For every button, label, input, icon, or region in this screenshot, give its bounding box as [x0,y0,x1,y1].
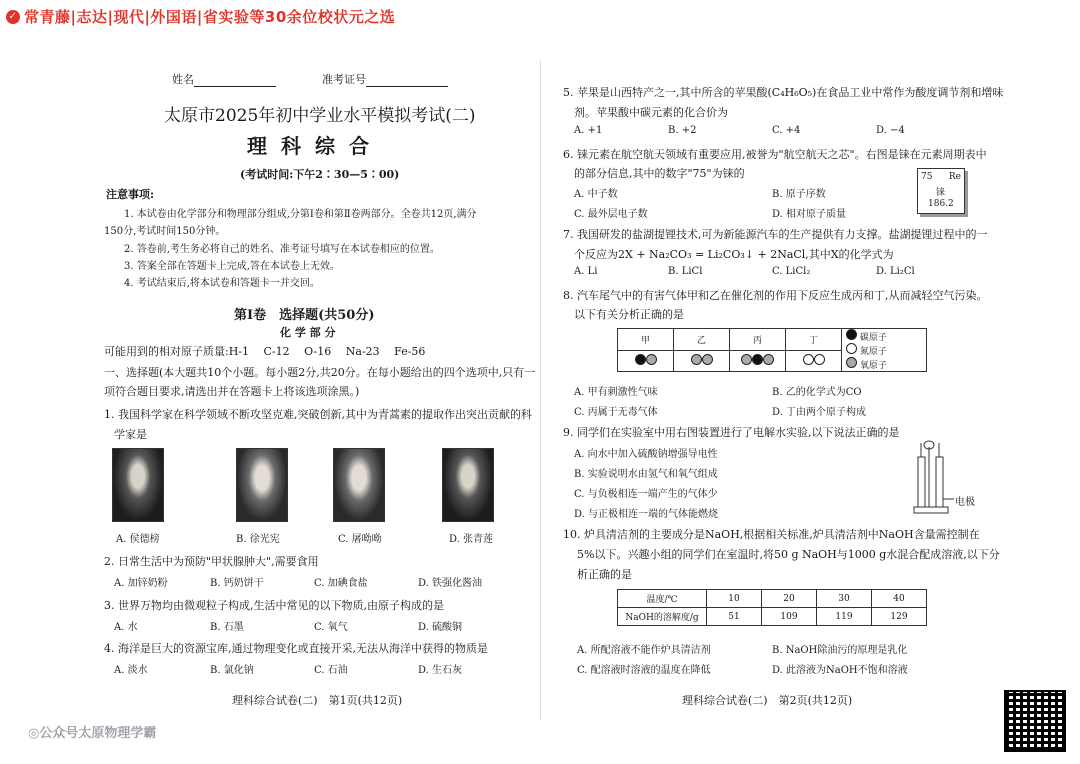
q1-option-b: B. 徐光宪 [236,534,280,545]
name-field: 姓名 [172,71,276,87]
q4-option-c: C. 石油 [314,665,348,676]
q8-header-bing: 丙 [730,329,786,351]
q8-header-jia: 甲 [618,329,674,351]
molecule-yi [674,350,730,372]
scientist-photo-d [442,448,494,522]
molecule-bing [730,350,786,372]
q10-option-b: B. NaOH除油污的原理是乳化 [772,645,908,656]
q2-option-b: B. 钙奶饼干 [210,578,264,589]
wechat-icon: ◎ [28,726,40,741]
q8-option-c: C. 丙属于无毒气体 [574,407,658,418]
molecule-ding [786,350,842,372]
scientist-photo-a [112,448,164,522]
q9-option-b: B. 实验说明水由氢气和氧气组成 [574,469,718,480]
element-card-rhenium [917,168,965,214]
q8-stem: 8. 汽车尾气中的有害气体甲和乙在催化剂的作用下反应生成丙和丁,从而减轻空气污染。 [563,289,988,302]
top-banner [6,6,395,27]
q3-option-a: A. 水 [114,622,138,633]
q4-option-b: B. 氯化钠 [210,665,254,676]
q9-stem: 9. 同学们在实验室中用右图装置进行了电解水实验,以下说法正确的是 [563,426,900,439]
scientist-photo-b [236,448,288,522]
q1-stem: 1. 我国科学家在科学领域不断攻坚克难,突破创新,其中为青蒿素的提取作出突出贡献的科 [104,408,532,421]
q8-option-a: A. 甲有刺激性气味 [574,387,658,398]
page-footer-right: 理科综合试卷(二) 第2页(共12页) [682,694,853,707]
q10-stem-cont: 5%以下。兴趣小组的同学们在室温时,将50 g NaOH与1000 g水混合配成溶液,以下分 [577,548,1000,561]
q6-option-b: B. 原子序数 [772,189,826,200]
section-heading: 第Ⅰ卷 选择题(共50分) [234,308,375,323]
q10-option-c: C. 配溶液时溶液的温度在降低 [577,665,711,676]
q10-stem-cont2: 析正确的是 [577,568,632,581]
page-divider [540,60,541,720]
q6-option-a: A. 中子数 [574,189,618,200]
legend-carbon: 碳原子 [846,329,922,343]
note-1: 1. 本试卷由化学部分和物理部分组成,分第Ⅰ卷和第Ⅱ卷两部分。全卷共12页,满分 [124,209,477,220]
part1-instructions: 一、选择题(本大题共10个小题。每小题2分,共20分。在每小题给出的四个选项中,只有一 [104,366,536,379]
banner-text: 常青藤|志达|现代|外国语|省实验等30余位校状元之选 [24,8,396,26]
note-1-cont: 150分,考试时间150分钟。 [104,226,226,237]
qr-code-icon [1004,690,1066,752]
element-symbol: Re [948,172,961,182]
molecule-jia [618,350,674,372]
q8-header-yi: 乙 [674,329,730,351]
part1-instructions-cont: 项符合题目要求,请选出并在答题卡上将该选项涂黑。) [104,385,360,398]
subject-title: 理科综合 [247,134,383,158]
chem-heading: 化 学 部 分 [280,326,336,339]
q2-option-c: C. 加碘食盐 [314,578,368,589]
exam-number-field: 准考证号 [322,71,448,87]
legend-oxygen: 氧原子 [846,357,922,371]
element-number: 75 [921,172,933,182]
q2-option-d: D. 铁强化酱油 [418,578,483,589]
q8-legend [842,329,927,372]
table-row: NaOH的溶解度/g 51 109 119 129 [618,608,927,626]
table-row: 温度/℃ 10 20 30 40 [618,590,927,608]
q5-stem-cont: 剂。苹果酸中碳元素的化合价为 [574,106,728,119]
page-footer-left: 理科综合试卷(二) 第1页(共12页) [232,694,403,707]
q3-option-d: D. 硫酸铜 [418,622,463,633]
q8-option-d: D. 丁由两个原子构成 [772,407,867,418]
scientist-photo-c [333,448,385,522]
q1-stem-cont: 学家是 [114,428,147,441]
q1-option-c: C. 屠呦呦 [338,534,382,545]
solubility-table [617,589,927,626]
exam-title: 太原市2025年初中学业水平模拟考试(二) [164,106,476,126]
q9-option-c: C. 与负极相连一端产生的气体少 [574,489,718,500]
check-badge-icon: ✓ [6,10,20,24]
q8-option-b: B. 乙的化学式为CO [772,387,862,398]
q3-option-b: B. 石墨 [210,622,244,633]
q8-header-ding: 丁 [786,329,842,351]
notes-title: 注意事项: [106,188,155,201]
q2-stem: 2. 日常生活中为预防"甲状腺肿大",需要食用 [104,555,319,568]
q6-option-d: D. 相对原子质量 [772,209,847,220]
q2-option-a: A. 加锌奶粉 [114,578,168,589]
q7-option-c: C. LiCl₂ [772,266,811,277]
q6-stem-cont: 的部分信息,其中的数字"75"为铼的 [574,167,745,180]
electrode-label: 电极 [955,497,975,508]
q1-option-d: D. 张青莲 [449,534,494,545]
q7-stem: 7. 我国研发的盐湖提锂技术,可为新能源汽车的生产提供有力支撑。盐湖提锂过程中的一 [563,228,988,241]
q4-option-a: A. 淡水 [114,665,148,676]
q10-stem: 10. 炉具清洁剂的主要成分是NaOH,根据相关标准,炉具清洁剂中NaOH含量需控制在 [563,528,980,541]
q7-option-a: A. Li [574,266,598,277]
q9-option-a: A. 向水中加入硫酸钠增强导电性 [574,449,718,460]
q10-option-d: D. 此溶液为NaOH不饱和溶液 [772,665,908,676]
element-name: 铼 [936,188,946,198]
exam-time: (考试时间:下午2∶30—5∶00) [240,168,400,181]
q4-option-d: D. 生石灰 [418,665,463,676]
q8-molecule-table [617,328,927,372]
q3-stem: 3. 世界万物均由微观粒子构成,生活中常见的以下物质,由原子构成的是 [104,599,444,612]
element-mass: 186.2 [928,199,954,209]
note-3: 3. 答案全部在答题卡上完成,答在本试卷上无效。 [124,261,340,272]
q1-option-a: A. 侯德榜 [116,534,160,545]
legend-nitrogen: 氮原子 [846,343,922,357]
q7-option-b: B. LiCl [668,266,703,277]
note-2: 2. 答卷前,考生务必将自己的姓名、准考证号填写在本试卷相应的位置。 [124,244,440,255]
watermark: ◎公众号太原物理学霸 [28,726,157,741]
note-4: 4. 考试结束后,将本试卷和答题卡一并交回。 [124,278,320,289]
q3-option-c: C. 氧气 [314,622,348,633]
q5-option-a: A. +1 [574,125,603,136]
q6-option-c: C. 最外层电子数 [574,209,648,220]
q8-stem-cont: 以下有关分析正确的是 [574,308,684,321]
q5-option-d: D. −4 [876,125,905,136]
q6-stem: 6. 铼元素在航空航天领域有重要应用,被誉为"航空航天之芯"。右图是铼在元素周期表中 [563,148,987,161]
q7-option-d: D. Li₂Cl [876,266,915,277]
atomic-mass-line: 可能用到的相对原子质量:H-1 C-12 O-16 Na-23 Fe-56 [104,345,426,358]
q4-stem: 4. 海洋是巨大的资源宝库,通过物理变化或直接开采,无法从海洋中获得的物质是 [104,642,488,655]
q5-stem: 5. 苹果是山西特产之一,其中所含的苹果酸(C₄H₆O₅)在食品工业中常作为酸度调节剂和增味 [563,86,1004,99]
q5-option-c: C. +4 [772,125,801,136]
q5-option-b: B. +2 [668,125,697,136]
q9-option-d: D. 与正极相连一端的气体能燃烧 [574,509,719,520]
q7-stem-cont: 个反应为2X + Na₂CO₃ = Li₂CO₃↓ + 2NaCl,其中X的化学式为 [574,248,894,261]
q10-option-a: A. 所配溶液不能作炉具清洁剂 [577,645,711,656]
